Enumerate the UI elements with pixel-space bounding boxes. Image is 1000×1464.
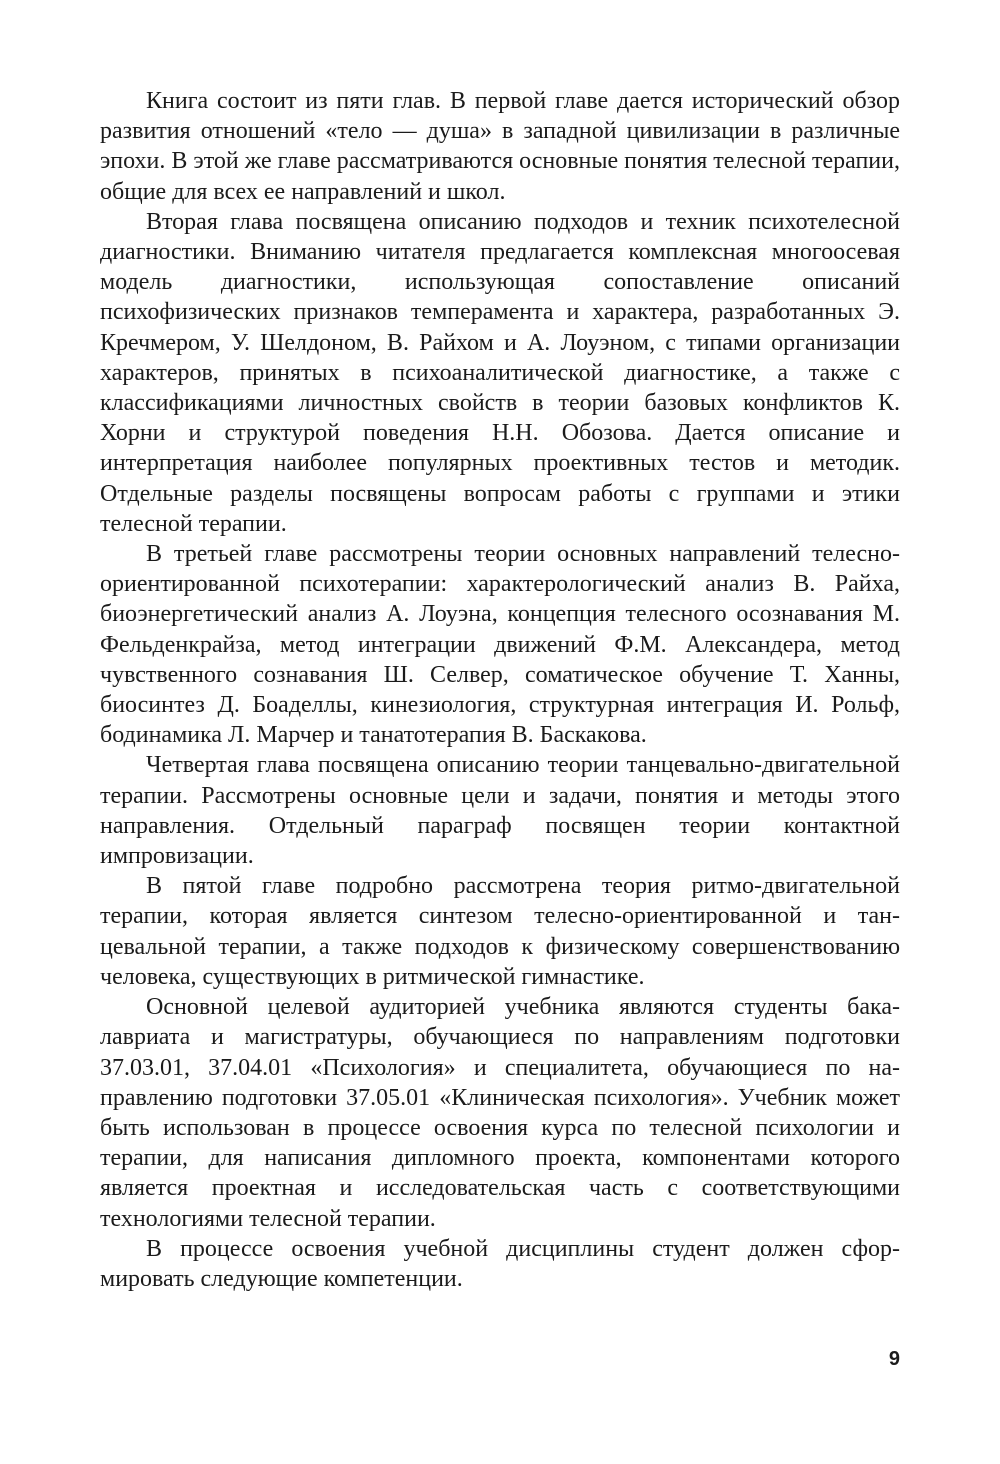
paragraph-chapter-two: Вторая глава посвящена описанию подходов и техник психотелесной диагностики. Вниманию читателя предлагается комплексная многоосевая модель диагностики, использующая сопоставление описаний психофизических признаков темперамента и характера, разработанных Э. Кречмером, У. Шелдоном, В. Райхом и А. Лоуэном, с типами организации характеров, принятых в психоаналитической диагностике, а также с классификациями личностных свойств в теории базовых конфликтов К. Хорни и структурой поведения Н.Н. Обозова. Дается описание и интерпретация наиболее популярных проективных тестов и методик. Отдельные разделы посвящены вопросам работы с группами и этики телесной терапии. [100,208,900,537]
paragraph-target-audience: Основной целевой аудиторией учебника являются студенты бакалавриата и магистратуры, обучающиеся по направлениям подготовки 37.03.01, 37.04.01 «Психология» и специалитета, обучающиеся по направлению подготовки 37.05.01 «Клиническая психология». Учебник может быть использован в процессе освоения курса по телесной психологии и терапии, для написания дипломного проекта, компонентами которого является проектная и исследовательская часть с соответствующими технологиями телесной терапии. [100,994,900,1232]
paragraph-chapter-four: Четвертая глава посвящена описанию теории танцевально-двигательной терапии. Рассмотрены основные цели и задачи, понятия и методы этого направления. Отдельный параграф посвящен теории контактной импровизации. [100,752,900,870]
paragraph-chapter-five: В пятой главе подробно рассмотрена теория ритмо-двигательной терапии, которая является синтезом телесно-ориентированной и танцевальной терапии, а также подходов к физическому совершенствованию человека, существующих в ритмической гимнастике. [100,873,900,990]
paragraph-chapter-three: В третьей главе рассмотрены теории основных направлений телесно-ориентированной психотерапии: характерологический анализ В. Райха, биоэнергетический анализ А. Лоуэна, концепция телесного осознавания М. Фельденкрайза, метод интеграции движений Ф.М. Александера, метод чувственного сознавания Ш. Селвер, соматическое обучение Т. Ханны, биосинтез Д. Боаделлы, кинезиология, структурная интеграция И. Рольф, бодинамика Л. Марчер и танатотерапия В. Баскакова. [100,541,900,749]
paragraph-competencies: В процессе освоения учебной дисциплины студент должен сформировать следующие компетенции. [100,1235,900,1292]
page-number: 9 [888,1348,900,1370]
page-body [100,86,900,1294]
paragraph-chapters-overview: Книга состоит из пяти глав. В первой главе дается исторический обзор развития отношений «тело — душа» в западной цивилизации в различные эпохи. В этой же главе рассматриваются основные понятия телесной терапии, общие для всех ее направлений и школ. [100,88,900,205]
